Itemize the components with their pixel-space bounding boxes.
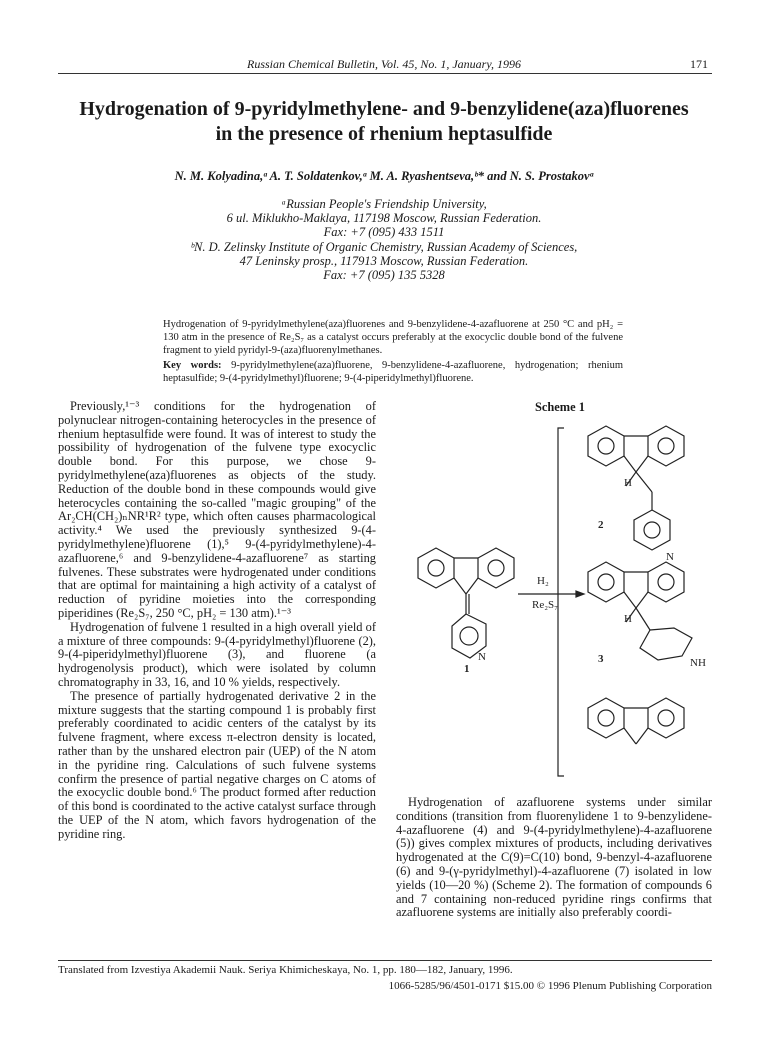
- left-column: [58, 400, 376, 842]
- keywords: [163, 360, 623, 386]
- title-line-1: Hydrogenation of 9-pyridylmethylene- and 9-benzylidene(aza)fluorenes: [79, 98, 689, 120]
- keywords-label: Key words:: [163, 360, 222, 371]
- paragraph: Previously,¹⁻³ conditions for the hydrogenation of polynuclear nitrogen-containing heterocycles in the presence of rhenium heptasulfide were found. It was of interest to study the possibility of hydrogenation of the fulvene type exocyclic double bond. For this purpose, we chose 9-pyridylmethylene(aza)fluorenes as objects of the study. Reduction of the double bond in these compounds would give heterocycles containing the so-called "magic grouping" of the Ar₂CH(CH₂)ₙNR¹R² type, which often causes pharmacological activity.⁴ We used the previously synthesized 9-(4-pyridylmethylene)fluorene (1),⁵ 9-(4-pyridylmethylene)-4-azafluorene,⁶ and 9-benzylidene-4-azafluorene⁷ as starting fulvenes. These substrates were hydrogenated under conditions that are optimal for maintaining a high activity of a catalyst of reduction of pyridine moieties into the corresponding piperidines (Re₂S₇, 250 °C, pH₂ = 130 atm).¹⁻³: [58, 399, 376, 620]
- author-list: N. M. Kolyadina,ᵃ A. T. Soldatenkov,ᵃ M. A. Ryashentseva,ᵇ* and N. S. Prostakovᵃ: [174, 169, 594, 183]
- atom-label-n: N: [666, 551, 674, 563]
- right-column: [396, 796, 712, 920]
- product-bracket: [558, 428, 564, 776]
- affiliation-line: Fax: +7 (095) 433 1511: [323, 225, 445, 240]
- header-rule: [58, 73, 712, 74]
- reagent-re2s7: Re₂S₇: [532, 599, 559, 611]
- affiliation-line: 6 ul. Miklukho-Maklaya, 117198 Moscow, Russian Federation.: [226, 211, 542, 226]
- compound-label-3: 3: [598, 653, 604, 665]
- atom-label-nh: NH: [690, 657, 706, 669]
- abstract: Hydrogenation of 9-pyridylmethylene(aza)fluorenes and 9-benzylidene-4-azafluorene at 250 °C and pH₂ = 130 atm in the presence of Re₂S₇ as a catalyst occurs preferably at the exocyclic double bond of the fulvene fragment to yield pyridyl-9-(aza)fluorenylmethanes.: [163, 319, 623, 356]
- affiliation-line: Fax: +7 (095) 135 5328: [323, 268, 445, 283]
- compound-3-structure: [588, 562, 692, 660]
- paragraph: Hydrogenation of fulvene 1 resulted in a high overall yield of a mixture of three compounds: 9-(4-pyridylmethyl)fluorene (2), 9-(4-piperidylmethyl)fluorene (3), and fluorene (a hydrogenolysis product), which were isolated by column chromatography in 33, 16, and 10 % yields, respectively.: [58, 619, 376, 689]
- translation-note: Translated from Izvestiya Akademii Nauk. Seriya Khimicheskaya, No. 1, pp. 180—182, January, 1996.: [58, 964, 513, 976]
- affiliation-line: 47 Leninsky prosp., 117913 Moscow, Russian Federation.: [239, 253, 529, 268]
- compound-label-2: 2: [598, 519, 604, 531]
- atom-label-n: N: [478, 651, 486, 663]
- atom-label-h: H: [624, 477, 632, 489]
- scheme-label: Scheme 1: [535, 400, 585, 414]
- title-line-2: in the presence of rhenium heptasulfide: [215, 123, 553, 145]
- reagent-h2: H₂: [537, 575, 549, 587]
- affiliation-line: ᵇN. D. Zelinsky Institute of Organic Chemistry, Russian Academy of Sciences,: [190, 239, 578, 254]
- article-title: [40, 97, 728, 147]
- affiliation-line: ᵃRussian People's Friendship University,: [281, 197, 487, 211]
- atom-label-h: H: [624, 613, 632, 625]
- reaction-scheme: [390, 416, 720, 786]
- page-number: 171: [690, 57, 708, 71]
- compound-1-structure: [418, 548, 514, 658]
- paragraph: Hydrogenation of azafluorene systems under similar conditions (transition from fluorenylidene 1 to 9-benzylidene-4-azafluorene (4) and 9-(4-pyridylmethylene)-4-azafluorene (5)) gives complex mixtures of products, including derivatives hydrogenated at the C(9)=C(10) bond, 9-benzyl-4-azafluorene (6) and 9-(γ-pyridylmethyl)-4-azafluorene (7) isolated in low yields (10—20 %) (Scheme 2). The formation of compounds 6 and 7 containing non-reduced pyridine rings confirms that azafluorene systems are initially also preferably coordi-: [396, 795, 712, 920]
- affiliations: [40, 197, 728, 282]
- paragraph: The presence of partially hydrogenated derivative 2 in the mixture suggests that the starting compound 1 is probably first preferably coordinated to acidic centers of the catalyst by its fulvene fragment, where excess π-electron density is located, rather than by the unshared electron pair (UEP) of the N atom in the pyridine ring. Calculations of such fulvene systems confirm the presence of partial negative charges on C atoms of the exocyclic double bond.⁶ The product formed after reduction of this bond is coordinated to the active catalyst surface through the UEP of the N atom, which favors hydrogenation of the pyridine ring.: [58, 688, 376, 841]
- copyright-line: 1066-5285/96/4501-0171 $15.00 © 1996 Plenum Publishing Corporation: [388, 980, 712, 992]
- compound-2-structure: [588, 426, 684, 550]
- fluorene-structure: [588, 698, 684, 744]
- keywords-text: 9-pyridylmethylene(aza)fluorene, 9-benzylidene-4-azafluorene, hydrogenation; rhenium heptasulfide; 9-(4-pyridylmethyl)fluorene; 9-(4-piperidylmethyl)fluorene.: [163, 360, 623, 384]
- footer-rule: [58, 960, 712, 961]
- running-header: Russian Chemical Bulletin, Vol. 45, No. 1, January, 1996: [247, 57, 521, 71]
- compound-label-1: 1: [464, 663, 470, 675]
